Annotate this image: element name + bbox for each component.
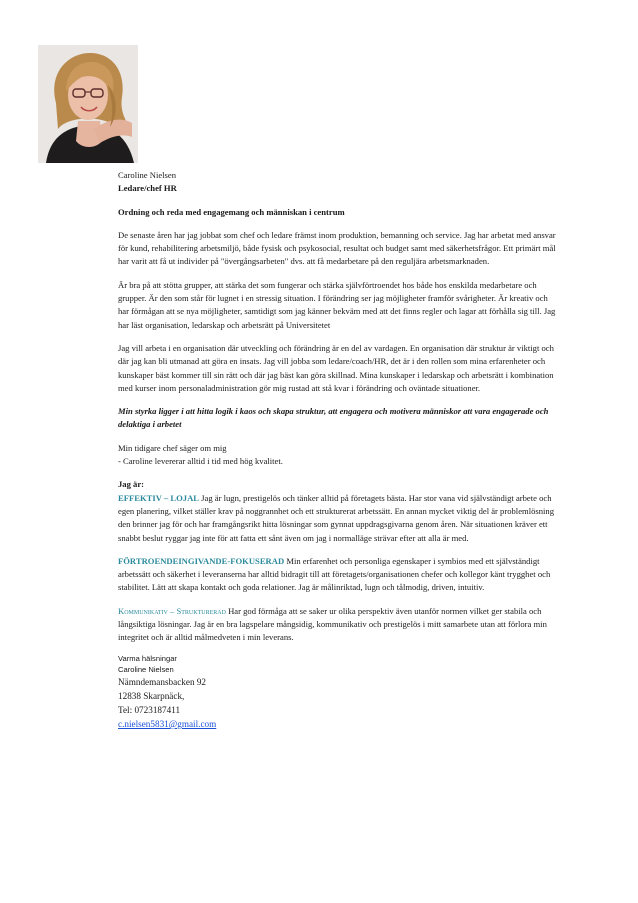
portrait-image	[38, 45, 138, 163]
person-name: Caroline Nielsen	[118, 170, 176, 180]
address-city: 12838 Skarpnäck,	[118, 691, 185, 702]
strength-statement: Min styrka ligger i att hitta logik i kaos och skapa struktur, att engagera och motivera människor att vara engagerade och delaktiga i arbetet	[118, 406, 549, 430]
trait-1-text: Jag är lugn, prestigelös och tänker alltid på företagets bästa. Har stor vana vid självständigt arbete och egen planering, vilket ställer krav på noggrannhet och ett strukturerat arbetssätt. En annan mycket viktig del är problemlösning den brinner jag för och har framgångsrikt hitta lösningar som gynnat uppdragsgivarna genom åren. När situationen kräver ett snabbt beslut ryggar jag inte för att fatta ett sånt även om jag i normalläge strävar efter att alla är med.	[118, 492, 554, 543]
trait-1	[118, 492, 558, 545]
address-street: Nämndemansbacken 92	[118, 677, 207, 688]
phone-number: Tel: 0723187411	[118, 705, 181, 716]
profile-photo	[38, 45, 138, 163]
cv-content	[118, 169, 558, 731]
reference-quote: - Caroline levererar alltid i tid med hög kvalitet.	[118, 456, 283, 467]
email-link[interactable]: c.nielsen5831@gmail.com	[118, 719, 217, 730]
reference-intro: Min tidigare chef säger om mig	[118, 442, 227, 453]
paragraph-1: De senaste åren har jag jobbat som chef och ledare främst inom produktion, bemanning och service. Jag har arbetat med ansvar för kund, rehabilitering arbetsmiljö, både fysisk och psykosocial, resultat och budget samt med säkerhetsfrågor. Ett primärt mål har varit att få ut individer på "övergångsarbeten" dvs. att få medarbetare på den reguljära arbetsmarknaden.	[118, 229, 556, 267]
trait-3-text: Har god förmåga att se saker ur olika perspektiv även utanför normen vilket ger stabila och långsiktiga lösningar. Jag är en bra lagspelare mångsidig, kommunikativ och prestigelös i mitt samarbete utan att förlora min integritet och är alltid målmedveten i min leverans.	[118, 605, 547, 643]
job-title: Ledare/chef HR	[118, 183, 177, 194]
traits-heading: Jag är:	[118, 479, 145, 490]
tagline: Ordning och reda med engagemang och människan i centrum	[118, 206, 345, 217]
trait-3-label: Kommunikativ – Strukturerad	[118, 605, 226, 616]
trait-1-label: EFFEKTIV – LOJAL	[118, 492, 200, 503]
trait-3	[118, 605, 558, 645]
paragraph-3: Jag vill arbeta i en organisation där utveckling och förändring är en del av vardagen. En organisation där struktur är viktigt och där jag kan bli utmanad att göra en insats. Jag vill jobba som ledare/coach/HR, det är i den rollen som mina erfarenheter och kunskaper bäst kommer till sin rätt och där jag bäst kan göra skillnad. Mina kunskaper i ledarskap och arbetsrätt i kombination med kurser inom personaladministration gör mig rustad att stå kvar i förändring och oväntade situationer.	[118, 342, 554, 393]
paragraph-2: Är bra på att stötta grupper, att stärka det som fungerar och stärka självförtroendet hos både hos enskilda medarbetare och grupper. Är den som står för lugnet i en stressig situation. I förändring ser jag möjligheter framför svårigheter. Är kreativ och har förmågan att se nya möjligheter, samtidigt som jag känner bekväm med att det finns regler och lagar att förhålla sig till. Jag har läst organisation, ledarskap och arbetsrätt på Universitetet	[118, 279, 556, 330]
closing-greeting: Varma hälsningar	[118, 653, 177, 663]
trait-2-text: Min erfarenhet och personliga egenskaper i symbios med ett självständigt arbetssätt och säkerhet i leveranserna har alltid bidragit till att företagets/organisationen chefer och kollegor känt trygghet och stabilitet. Lätt att skapa kontakt och goda relationer. Jag är målinriktad, lugn och tålmodig, driven, intuitiv.	[118, 555, 551, 593]
closing-name: Caroline Nielsen	[118, 664, 174, 674]
trait-2-label: FÖRTROENDEINGIVANDE-FOKUSERAD	[118, 555, 285, 566]
trait-2	[118, 555, 558, 595]
